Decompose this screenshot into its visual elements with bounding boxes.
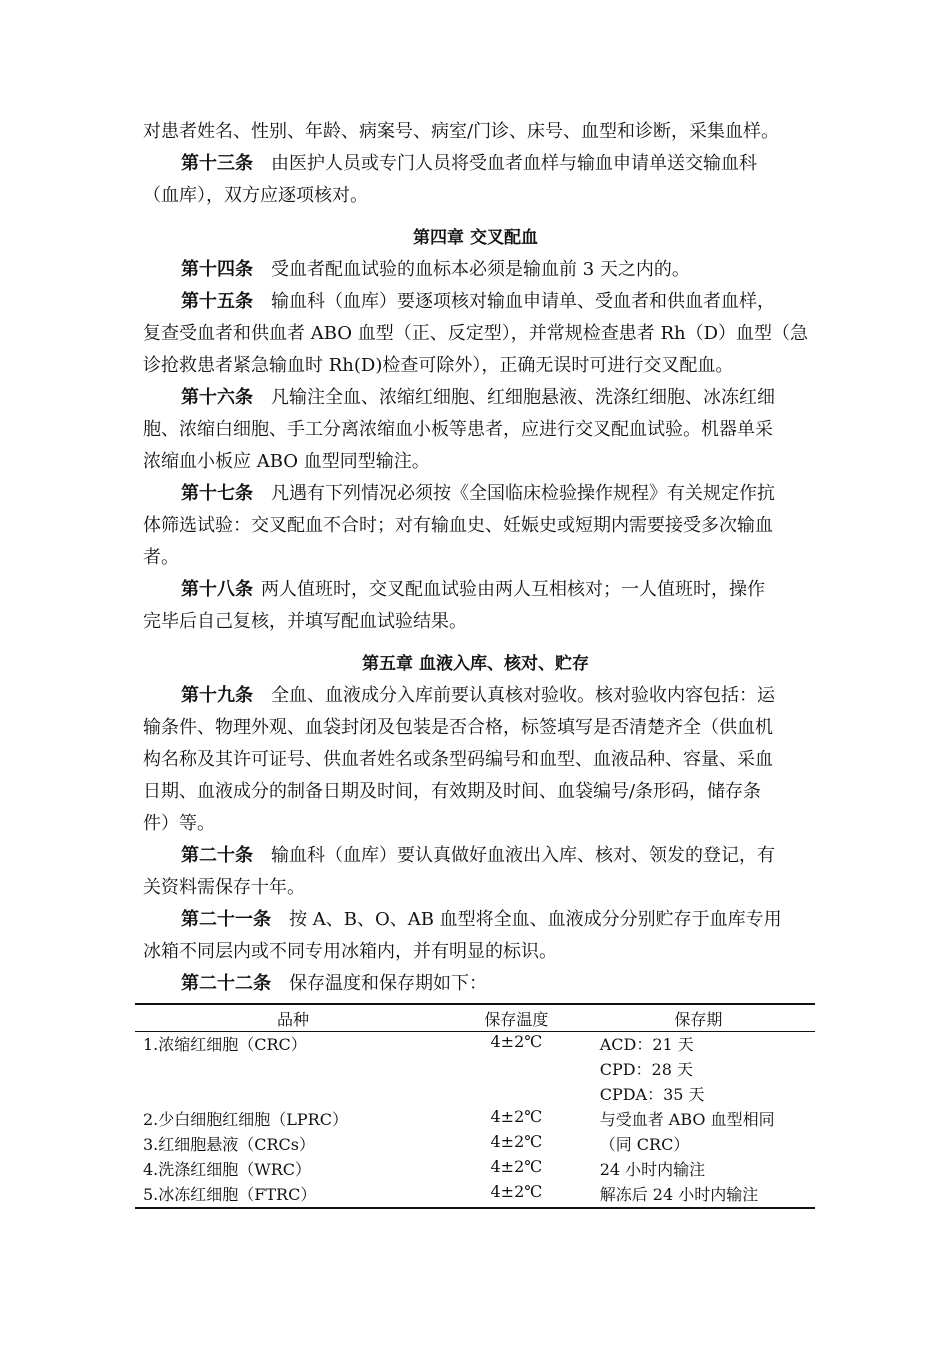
cell-shelf-life: ACD：21 天 xyxy=(599,1035,694,1054)
article-18: 第十八条 两人值班时，交叉配血试验由两人互相核对；一人值班时，操作 xyxy=(181,579,765,600)
chapter-heading-5: 第五章 血液入库、核对、贮存 xyxy=(362,654,589,674)
cell-variety: 3.红细胞悬液（CRCs） xyxy=(143,1135,316,1154)
column-header-variety: 品种 xyxy=(135,1004,451,1032)
cell-temperature: 4±2℃ xyxy=(490,1032,543,1051)
cell-shelf-life: CPDA：35 天 xyxy=(599,1085,705,1104)
table-row xyxy=(135,1057,815,1082)
table-row xyxy=(135,1082,815,1107)
article-18-cont: 完毕后自己复核，并填写配血试验结果。 xyxy=(143,611,467,632)
cell-variety: 5.冰冻红细胞（FTRC） xyxy=(135,1182,451,1208)
cell-variety xyxy=(135,1057,451,1082)
article-19-cont: 件）等。 xyxy=(143,813,215,834)
storage-table xyxy=(135,1003,815,1209)
cell-variety: 4.洗涤红细胞（WRC） xyxy=(143,1160,312,1179)
document-body xyxy=(143,116,808,1000)
cell-shelf-life: 24 小时内输注 xyxy=(599,1160,706,1179)
cell-temperature xyxy=(451,1057,582,1082)
article-16-cont: 浓缩血小板应 ABO 血型同型输注。 xyxy=(143,451,430,472)
article-label: 第十五条 xyxy=(181,291,253,312)
article-16-cont: 胞、浓缩白细胞、手工分离浓缩血小板等患者，应进行交叉配血试验。机器单采 xyxy=(143,419,773,440)
cell-temperature: 4±2℃ xyxy=(490,1132,543,1151)
cell-variety: 1.浓缩红细胞（CRC） xyxy=(143,1035,307,1054)
article-label: 第十九条 xyxy=(181,685,253,706)
article-20: 第二十条 输血科（血库）要认真做好血液出入库、核对、领发的登记，有 xyxy=(181,845,775,866)
cell-variety xyxy=(135,1082,451,1107)
article-22: 第二十二条 保存温度和保存期如下： xyxy=(181,973,487,994)
article-13-cont: （血库），双方应逐项核对。 xyxy=(143,185,368,206)
article-label: 第二十二条 xyxy=(181,973,271,994)
cell-variety: 2.少白细胞红细胞（LPRC） xyxy=(143,1110,348,1129)
article-label: 第十七条 xyxy=(181,483,253,504)
article-20-cont: 关资料需保存十年。 xyxy=(143,877,305,898)
article-21: 第二十一条 按 A、B、O、AB 血型将全血、血液成分分别贮存于血库专用 xyxy=(181,909,782,930)
cell-shelf-life: CPD：28 天 xyxy=(599,1060,693,1079)
chapter-heading-4: 第四章 交叉配血 xyxy=(413,228,538,248)
article-label: 第十四条 xyxy=(181,259,253,280)
cell-shelf-life: 与受血者 ABO 血型相同 xyxy=(599,1110,775,1129)
article-13: 第十三条 由医护人员或专门人员将受血者血样与输血申请单送交输血科 xyxy=(181,153,757,174)
article-19: 第十九条 全血、血液成分入库前要认真核对验收。核对验收内容包括：运 xyxy=(181,685,775,706)
table-row xyxy=(135,1182,815,1208)
table-header-row xyxy=(135,1004,815,1032)
article-label: 第二十条 xyxy=(181,845,253,866)
article-15-cont: 诊抢救患者紧急输血时 Rh(D)检查可除外），正确无误时可进行交叉配血。 xyxy=(143,355,734,376)
intro-line: 对患者姓名、性别、年龄、病案号、病室/门诊、床号、血型和诊断，采集血样。 xyxy=(143,121,780,142)
cell-shelf-life: 解冻后 24 小时内输注 xyxy=(582,1182,815,1208)
article-label: 第十三条 xyxy=(181,153,253,174)
cell-temperature: 4±2℃ xyxy=(490,1157,543,1176)
article-15: 第十五条 输血科（血库）要逐项核对输血申请单、受血者和供血者血样， xyxy=(181,291,775,312)
cell-temperature xyxy=(451,1082,582,1107)
cell-temperature: 4±2℃ xyxy=(451,1182,582,1208)
article-17: 第十七条 凡遇有下列情况必须按《全国临床检验操作规程》有关规定作抗 xyxy=(181,483,775,504)
article-17-cont: 体筛选试验：交叉配血不合时；对有输血史、妊娠史或短期内需要接受多次输血 xyxy=(143,515,773,536)
article-19-cont: 日期、血液成分的制备日期及时间，有效期及时间、血袋编号/条形码，储存条 xyxy=(143,781,762,802)
article-21-cont: 冰箱不同层内或不同专用冰箱内，并有明显的标识。 xyxy=(143,941,557,962)
column-header-temperature: 保存温度 xyxy=(451,1004,582,1032)
article-17-cont: 者。 xyxy=(143,547,179,568)
article-label: 第二十一条 xyxy=(181,909,271,930)
article-label: 第十六条 xyxy=(181,387,253,408)
cell-shelf-life: （同 CRC） xyxy=(599,1135,690,1154)
table-row xyxy=(135,1032,815,1058)
column-header-shelf-life: 保存期 xyxy=(582,1004,815,1032)
article-15-cont: 复查受血者和供血者 ABO 血型（正、反定型），并常规检查患者 Rh（D）血型（急 xyxy=(143,323,809,344)
table-row xyxy=(135,1107,815,1132)
article-label: 第十八条 xyxy=(181,579,253,600)
cell-temperature: 4±2℃ xyxy=(490,1107,543,1126)
article-14: 第十四条 受血者配血试验的血标本必须是输血前 3 天之内的。 xyxy=(181,259,690,280)
article-19-cont: 构名称及其许可证号、供血者姓名或条型码编号和血型、血液品种、容量、采血 xyxy=(143,749,773,770)
article-19-cont: 输条件、物理外观、血袋封闭及包装是否合格，标签填写是否清楚齐全（供血机 xyxy=(143,717,773,738)
table-row xyxy=(135,1132,815,1157)
article-16: 第十六条 凡输注全血、浓缩红细胞、红细胞悬液、洗涤红细胞、冰冻红细 xyxy=(181,387,775,408)
table-row xyxy=(135,1157,815,1182)
